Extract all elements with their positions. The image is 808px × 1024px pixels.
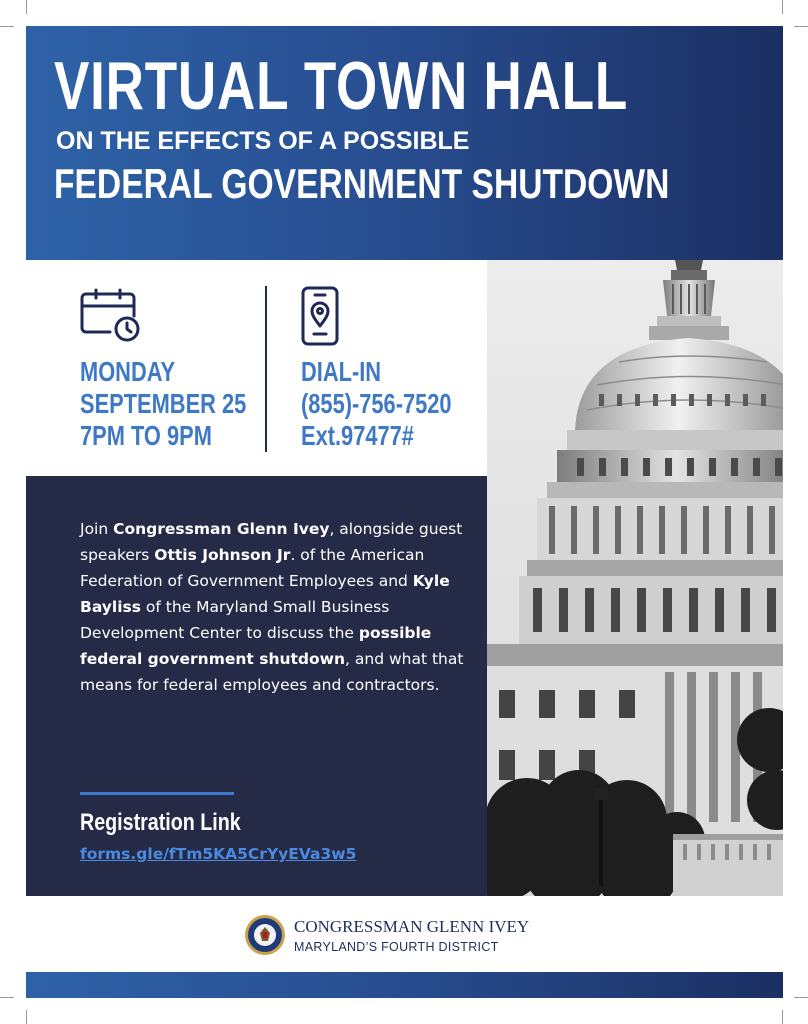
dial-in-extension: Ext.97477#: [301, 420, 414, 451]
crop-mark: [0, 997, 14, 998]
topic-emphasis: possible federal government shutdown: [80, 624, 432, 668]
capitol-dome-photo: [487, 260, 783, 896]
event-day: MONDAY: [80, 356, 176, 387]
speaker-name: Kyle Bayliss: [80, 572, 450, 616]
info-divider: [265, 286, 267, 452]
org-district: MARYLAND’S FOURTH DISTRICT: [294, 940, 499, 954]
registration-label: Registration Link: [80, 809, 241, 836]
section-underline: [80, 792, 234, 795]
event-description: Join Congressman Glenn Ivey, alongside guest speakers Ottis Johnson Jr. of the American Federation of Government Employees and Kyle Bayliss of the Maryland Small Business Development Center to discuss the possible federal government shutdown, and what that means for federal employees and contractors.: [80, 520, 464, 694]
crop-mark: [0, 26, 14, 27]
crop-mark: [794, 26, 808, 27]
crop-mark: [782, 1010, 783, 1024]
speaker-name: Ottis Johnson Jr: [154, 546, 291, 564]
crop-mark: [794, 997, 808, 998]
dial-in-phone: (855)-756-7520: [301, 388, 452, 419]
crop-mark: [26, 0, 27, 14]
phone-location-icon: [300, 286, 340, 346]
host-name: Congressman Glenn Ivey: [113, 520, 330, 538]
registration-link[interactable]: forms.gle/fTm5KA5CrYyEVa3w5: [80, 845, 357, 863]
crop-mark: [782, 0, 783, 14]
crop-mark: [26, 1010, 27, 1024]
subtitle-line: ON THE EFFECTS OF A POSSIBLE: [56, 127, 470, 155]
house-of-representatives-seal-icon: [244, 914, 286, 956]
page-title: VIRTUAL TOWN HALL: [54, 48, 629, 124]
calendar-clock-icon: [80, 288, 142, 344]
event-time: 7PM TO 9PM: [80, 420, 212, 451]
subtitle-emphasis: FEDERAL GOVERNMENT SHUTDOWN: [54, 160, 670, 207]
event-date: SEPTEMBER 25: [80, 388, 247, 419]
dial-in-label: DIAL-IN: [301, 356, 382, 387]
org-name: CONGRESSMAN GLENN IVEY: [294, 917, 530, 936]
footer-band: [26, 972, 783, 998]
